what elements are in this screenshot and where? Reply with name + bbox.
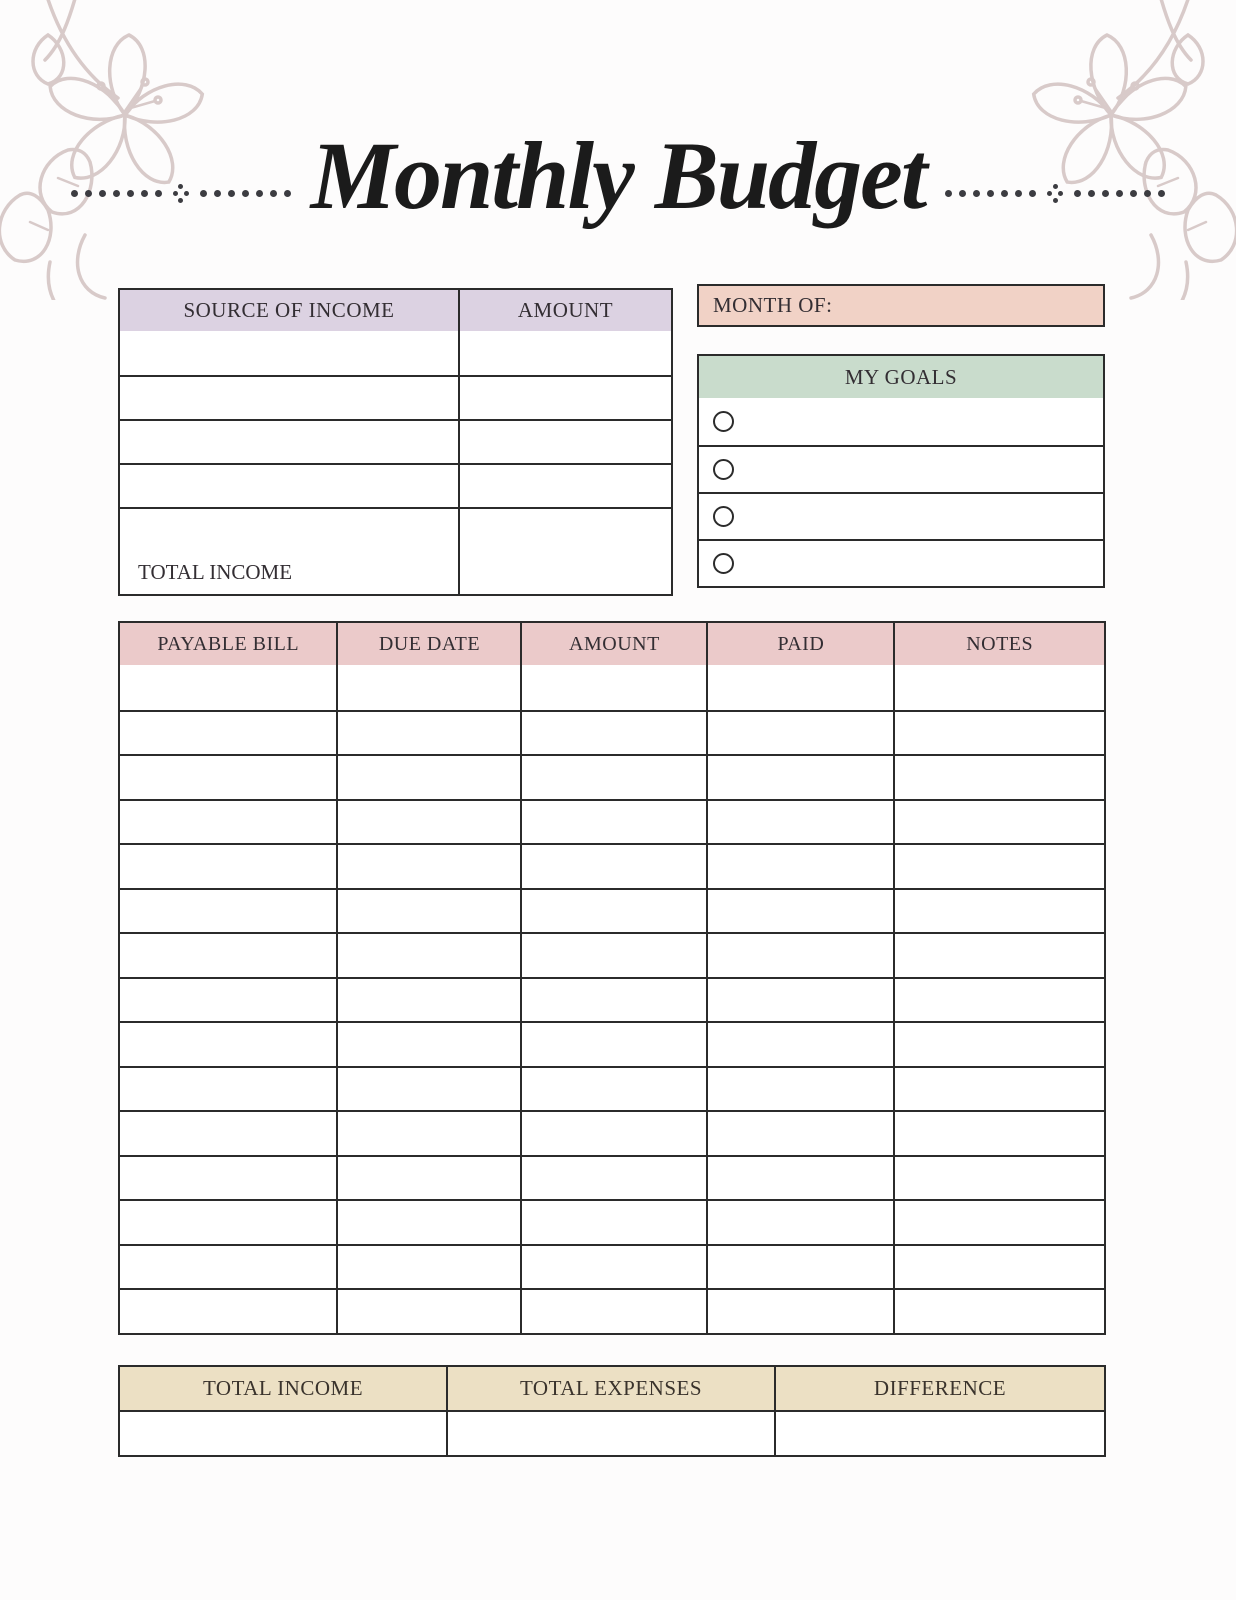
income-source-cell: [120, 465, 460, 507]
income-table-body: [120, 331, 671, 551]
bill-due-date-cell: [338, 1246, 522, 1289]
bill-due-date-cell: [338, 801, 522, 844]
bill-payable-cell: [120, 1201, 338, 1244]
goal-bullet-circle-icon: [713, 411, 734, 432]
diamond-dots-icon: [1047, 184, 1063, 203]
bill-notes-cell: [895, 1290, 1104, 1333]
summary-header-total-income: TOTAL INCOME: [120, 1367, 448, 1410]
bill-payable-cell: [120, 890, 338, 933]
income-row: [120, 331, 671, 375]
goal-bullet-circle-icon: [713, 506, 734, 527]
bill-amount-cell: [522, 1068, 708, 1111]
bill-notes-cell: [895, 801, 1104, 844]
bill-amount-cell: [522, 890, 708, 933]
bill-payable-cell: [120, 1068, 338, 1111]
bill-paid-cell: [708, 979, 895, 1022]
bill-payable-cell: [120, 665, 338, 710]
income-source-cell: [120, 421, 460, 463]
bills-header-notes: NOTES: [966, 632, 1034, 655]
bill-due-date-cell: [338, 890, 522, 933]
bills-table-header: [120, 623, 1104, 665]
bill-paid-cell: [708, 801, 895, 844]
income-source-cell: [120, 509, 460, 551]
bill-notes-cell: [895, 665, 1104, 710]
bills-table: [118, 621, 1106, 1335]
bill-notes-cell: [895, 756, 1104, 799]
summary-total-income-value: [120, 1412, 448, 1455]
bill-due-date-cell: [338, 934, 522, 977]
bill-payable-cell: [120, 979, 338, 1022]
bill-due-date-cell: [338, 1201, 522, 1244]
income-total-label: TOTAL INCOME: [120, 551, 460, 594]
bill-row: [120, 1199, 1104, 1244]
page-title: Monthly Budget: [310, 122, 926, 229]
dotted-ornament-right: [945, 184, 1165, 203]
bill-paid-cell: [708, 845, 895, 888]
title-row: [0, 96, 1236, 256]
bill-payable-cell: [120, 1023, 338, 1066]
goals-table: [697, 354, 1105, 588]
bill-due-date-cell: [338, 665, 522, 710]
summary-header-total-expenses: TOTAL EXPENSES: [448, 1367, 776, 1410]
bill-row: [120, 888, 1104, 933]
income-source-cell: [120, 377, 460, 419]
diamond-dots-icon: [173, 184, 189, 203]
goals-title: MY GOALS: [844, 364, 958, 389]
income-total-value: [460, 551, 671, 594]
income-row: [120, 507, 671, 551]
bill-paid-cell: [708, 1157, 895, 1200]
bill-amount-cell: [522, 712, 708, 755]
bill-row: [120, 1288, 1104, 1333]
bill-notes-cell: [895, 845, 1104, 888]
goal-row: [699, 539, 1103, 586]
bill-paid-cell: [708, 756, 895, 799]
bill-row: [120, 1244, 1104, 1289]
bill-amount-cell: [522, 1157, 708, 1200]
goals-body: [699, 398, 1103, 586]
goal-row: [699, 445, 1103, 492]
income-amount-cell: [460, 331, 671, 375]
bill-payable-cell: [120, 801, 338, 844]
bill-payable-cell: [120, 934, 338, 977]
bill-row: [120, 1021, 1104, 1066]
bill-paid-cell: [708, 712, 895, 755]
bill-row: [120, 1066, 1104, 1111]
bills-header-paid: PAID: [708, 623, 895, 665]
income-header-source: SOURCE OF INCOME: [120, 290, 460, 331]
bill-due-date-cell: [338, 845, 522, 888]
income-row: [120, 463, 671, 507]
bill-paid-cell: [708, 1068, 895, 1111]
bill-amount-cell: [522, 756, 708, 799]
income-row: [120, 375, 671, 419]
bill-amount-cell: [522, 1290, 708, 1333]
bill-notes-cell: [895, 1068, 1104, 1111]
goal-bullet-circle-icon: [713, 459, 734, 480]
bill-paid-cell: [708, 1023, 895, 1066]
bill-row: [120, 665, 1104, 710]
bill-amount-cell: [522, 1201, 708, 1244]
bill-amount-cell: [522, 979, 708, 1022]
bill-amount-cell: [522, 1112, 708, 1155]
income-row: [120, 419, 671, 463]
bill-payable-cell: [120, 756, 338, 799]
bill-notes-cell: [895, 1023, 1104, 1066]
bill-row: [120, 932, 1104, 977]
bill-payable-cell: [120, 712, 338, 755]
bill-amount-cell: [522, 1023, 708, 1066]
summary-difference-value: [776, 1412, 1104, 1455]
income-source-cell: [120, 331, 460, 375]
income-amount-cell: [460, 421, 671, 463]
dotted-ornament-left: [71, 184, 291, 203]
bill-row: [120, 1155, 1104, 1200]
income-table-header: [120, 290, 671, 331]
bill-notes-cell: [895, 934, 1104, 977]
summary-table-header: [120, 1367, 1104, 1410]
bill-due-date-cell: [338, 1157, 522, 1200]
bill-notes-cell: [895, 979, 1104, 1022]
bill-due-date-cell: [338, 1290, 522, 1333]
bills-header-payable-bill: PAYABLE BILL: [120, 623, 338, 665]
goals-header: [699, 356, 1103, 398]
goal-row: [699, 492, 1103, 539]
bill-due-date-cell: [338, 1023, 522, 1066]
bill-row: [120, 710, 1104, 755]
bill-due-date-cell: [338, 756, 522, 799]
bill-paid-cell: [708, 1112, 895, 1155]
income-table: [118, 288, 673, 596]
bill-paid-cell: [708, 934, 895, 977]
bill-due-date-cell: [338, 979, 522, 1022]
bill-payable-cell: [120, 845, 338, 888]
bill-notes-cell: [895, 1112, 1104, 1155]
bill-amount-cell: [522, 845, 708, 888]
bill-due-date-cell: [338, 1112, 522, 1155]
bill-notes-cell: [895, 1201, 1104, 1244]
bill-row: [120, 1110, 1104, 1155]
bill-amount-cell: [522, 801, 708, 844]
income-amount-cell: [460, 465, 671, 507]
income-amount-cell: [460, 377, 671, 419]
summary-header-difference: DIFFERENCE: [873, 1376, 1007, 1400]
bill-notes-cell: [895, 890, 1104, 933]
summary-total-expenses-value: [448, 1412, 776, 1455]
bill-payable-cell: [120, 1290, 338, 1333]
bill-notes-cell: [895, 1246, 1104, 1289]
bill-payable-cell: [120, 1246, 338, 1289]
bill-paid-cell: [708, 1201, 895, 1244]
bill-row: [120, 799, 1104, 844]
bill-paid-cell: [708, 1246, 895, 1289]
bill-row: [120, 977, 1104, 1022]
bill-notes-cell: [895, 1157, 1104, 1200]
bills-table-body: [120, 665, 1104, 1333]
month-of-label: MONTH OF:: [713, 293, 833, 317]
summary-table: [118, 1365, 1106, 1457]
income-total-row: [120, 551, 671, 594]
bill-payable-cell: [120, 1157, 338, 1200]
bill-amount-cell: [522, 934, 708, 977]
bill-payable-cell: [120, 1112, 338, 1155]
bill-amount-cell: [522, 665, 708, 710]
goal-row: [699, 398, 1103, 445]
bill-row: [120, 843, 1104, 888]
income-header-amount: AMOUNT: [517, 298, 614, 322]
bill-notes-cell: [895, 712, 1104, 755]
goal-bullet-circle-icon: [713, 553, 734, 574]
income-amount-cell: [460, 509, 671, 551]
bill-paid-cell: [708, 890, 895, 933]
summary-values-row: [120, 1410, 1104, 1455]
bill-due-date-cell: [338, 712, 522, 755]
bill-due-date-cell: [338, 1068, 522, 1111]
bill-amount-cell: [522, 1246, 708, 1289]
month-of-box: [697, 284, 1105, 327]
bill-row: [120, 754, 1104, 799]
bills-header-amount: AMOUNT: [522, 623, 708, 665]
bill-paid-cell: [708, 1290, 895, 1333]
bill-paid-cell: [708, 665, 895, 710]
bills-header-due-date: DUE DATE: [338, 623, 522, 665]
